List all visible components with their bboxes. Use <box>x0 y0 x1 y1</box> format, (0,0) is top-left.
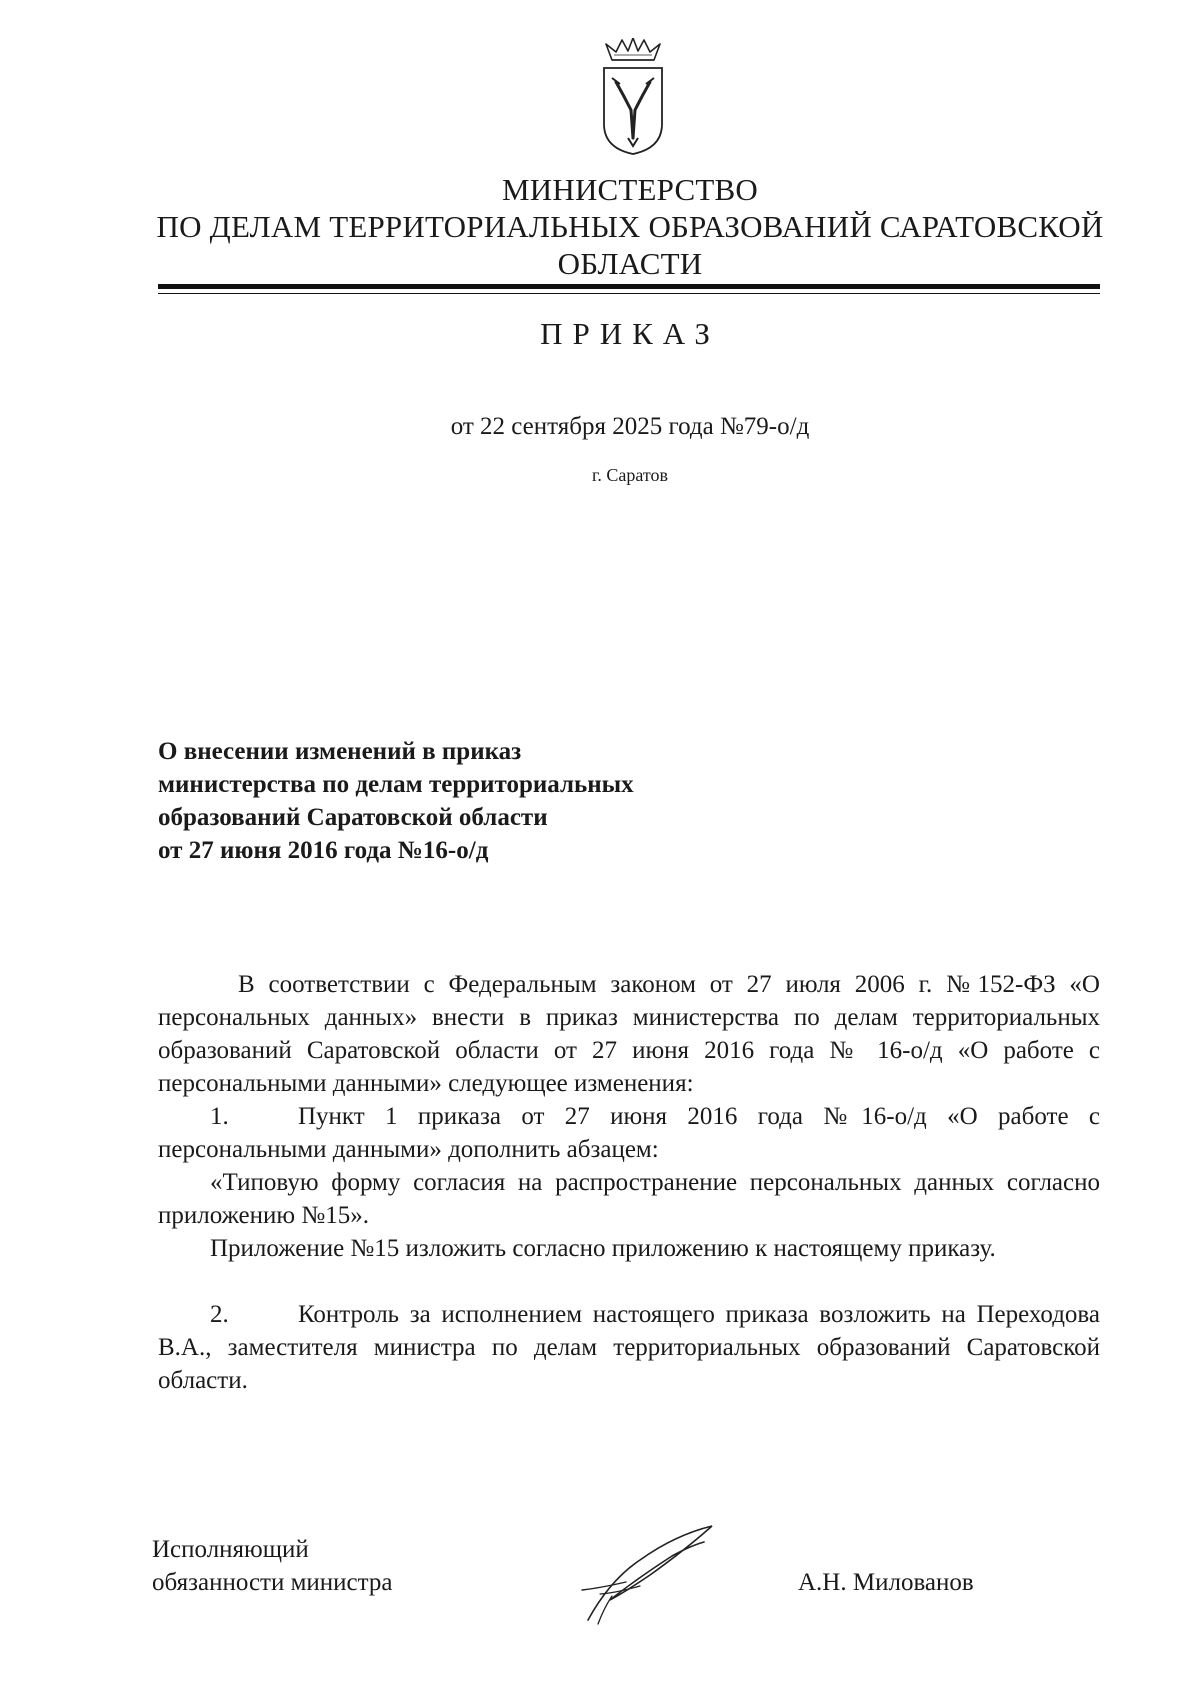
order-item-1 <box>158 1100 1100 1166</box>
document-date-number: от 22 сентября 2025 года №79-о/д <box>450 413 810 440</box>
item-number: 2. <box>210 1301 229 1328</box>
item-text: Контроль за исполнением настоящего приказа возложить на Переходова В.А., заместителя министра по делам территориальных образований Саратовской области. <box>158 1301 1100 1394</box>
subject-line: от 27 июня 2016 года №16-о/д <box>158 837 489 864</box>
preamble-paragraph: В соответствии с Федеральным законом от 27 июля 2006 г. №152-ФЗ «О персональных данных» внести в приказ министерства по делам территориальных образований Саратовской области от 27 июня 2016 года № 16-о/д «О работе с персональными данными» следующее изменения: <box>158 971 1100 1097</box>
signatory-title-line: обязанности министра <box>152 1569 393 1596</box>
document-city: г. Саратов <box>592 465 668 485</box>
org-name-line-3: ОБЛАСТИ <box>557 246 703 281</box>
saratov-coat-of-arms-icon <box>598 38 668 156</box>
subject-line: О внесении изменений в приказ <box>158 738 522 765</box>
signatory-title <box>152 1533 392 1599</box>
subject-line: министерства по делам территориальных <box>158 771 634 798</box>
org-name-line-2: ПО ДЕЛАМ ТЕРРИТОРИАЛЬНЫХ ОБРАЗОВАНИЙ САРАТОВСКОЙ <box>156 209 1104 244</box>
header-divider-thick <box>158 284 1100 289</box>
signatory-name: А.Н. Милованов <box>798 1569 974 1596</box>
quoted-paragraph: «Типовую форму согласия на распространение персональных данных согласно приложению №15». <box>158 1169 1100 1229</box>
org-name-line-1: МИНИСТЕРСТВО <box>502 172 758 207</box>
order-item-2 <box>158 1298 1100 1397</box>
handwritten-signature-icon <box>580 1520 720 1625</box>
appendix-paragraph: Приложение №15 изложить согласно приложению к настоящему приказу. <box>210 1235 996 1262</box>
document-type-title: ПРИКАЗ <box>540 316 720 351</box>
header-divider-thin <box>158 293 1100 294</box>
document-subject <box>158 735 634 867</box>
signatory-title-line: Исполняющий <box>152 1536 309 1563</box>
subject-line: образований Саратовской области <box>158 804 548 831</box>
item-text: Пункт 1 приказа от 27 июня 2016 года №16-о/д «О работе с персональными данными» дополнить абзацем: <box>158 1103 1100 1163</box>
item-number: 1. <box>210 1103 229 1130</box>
